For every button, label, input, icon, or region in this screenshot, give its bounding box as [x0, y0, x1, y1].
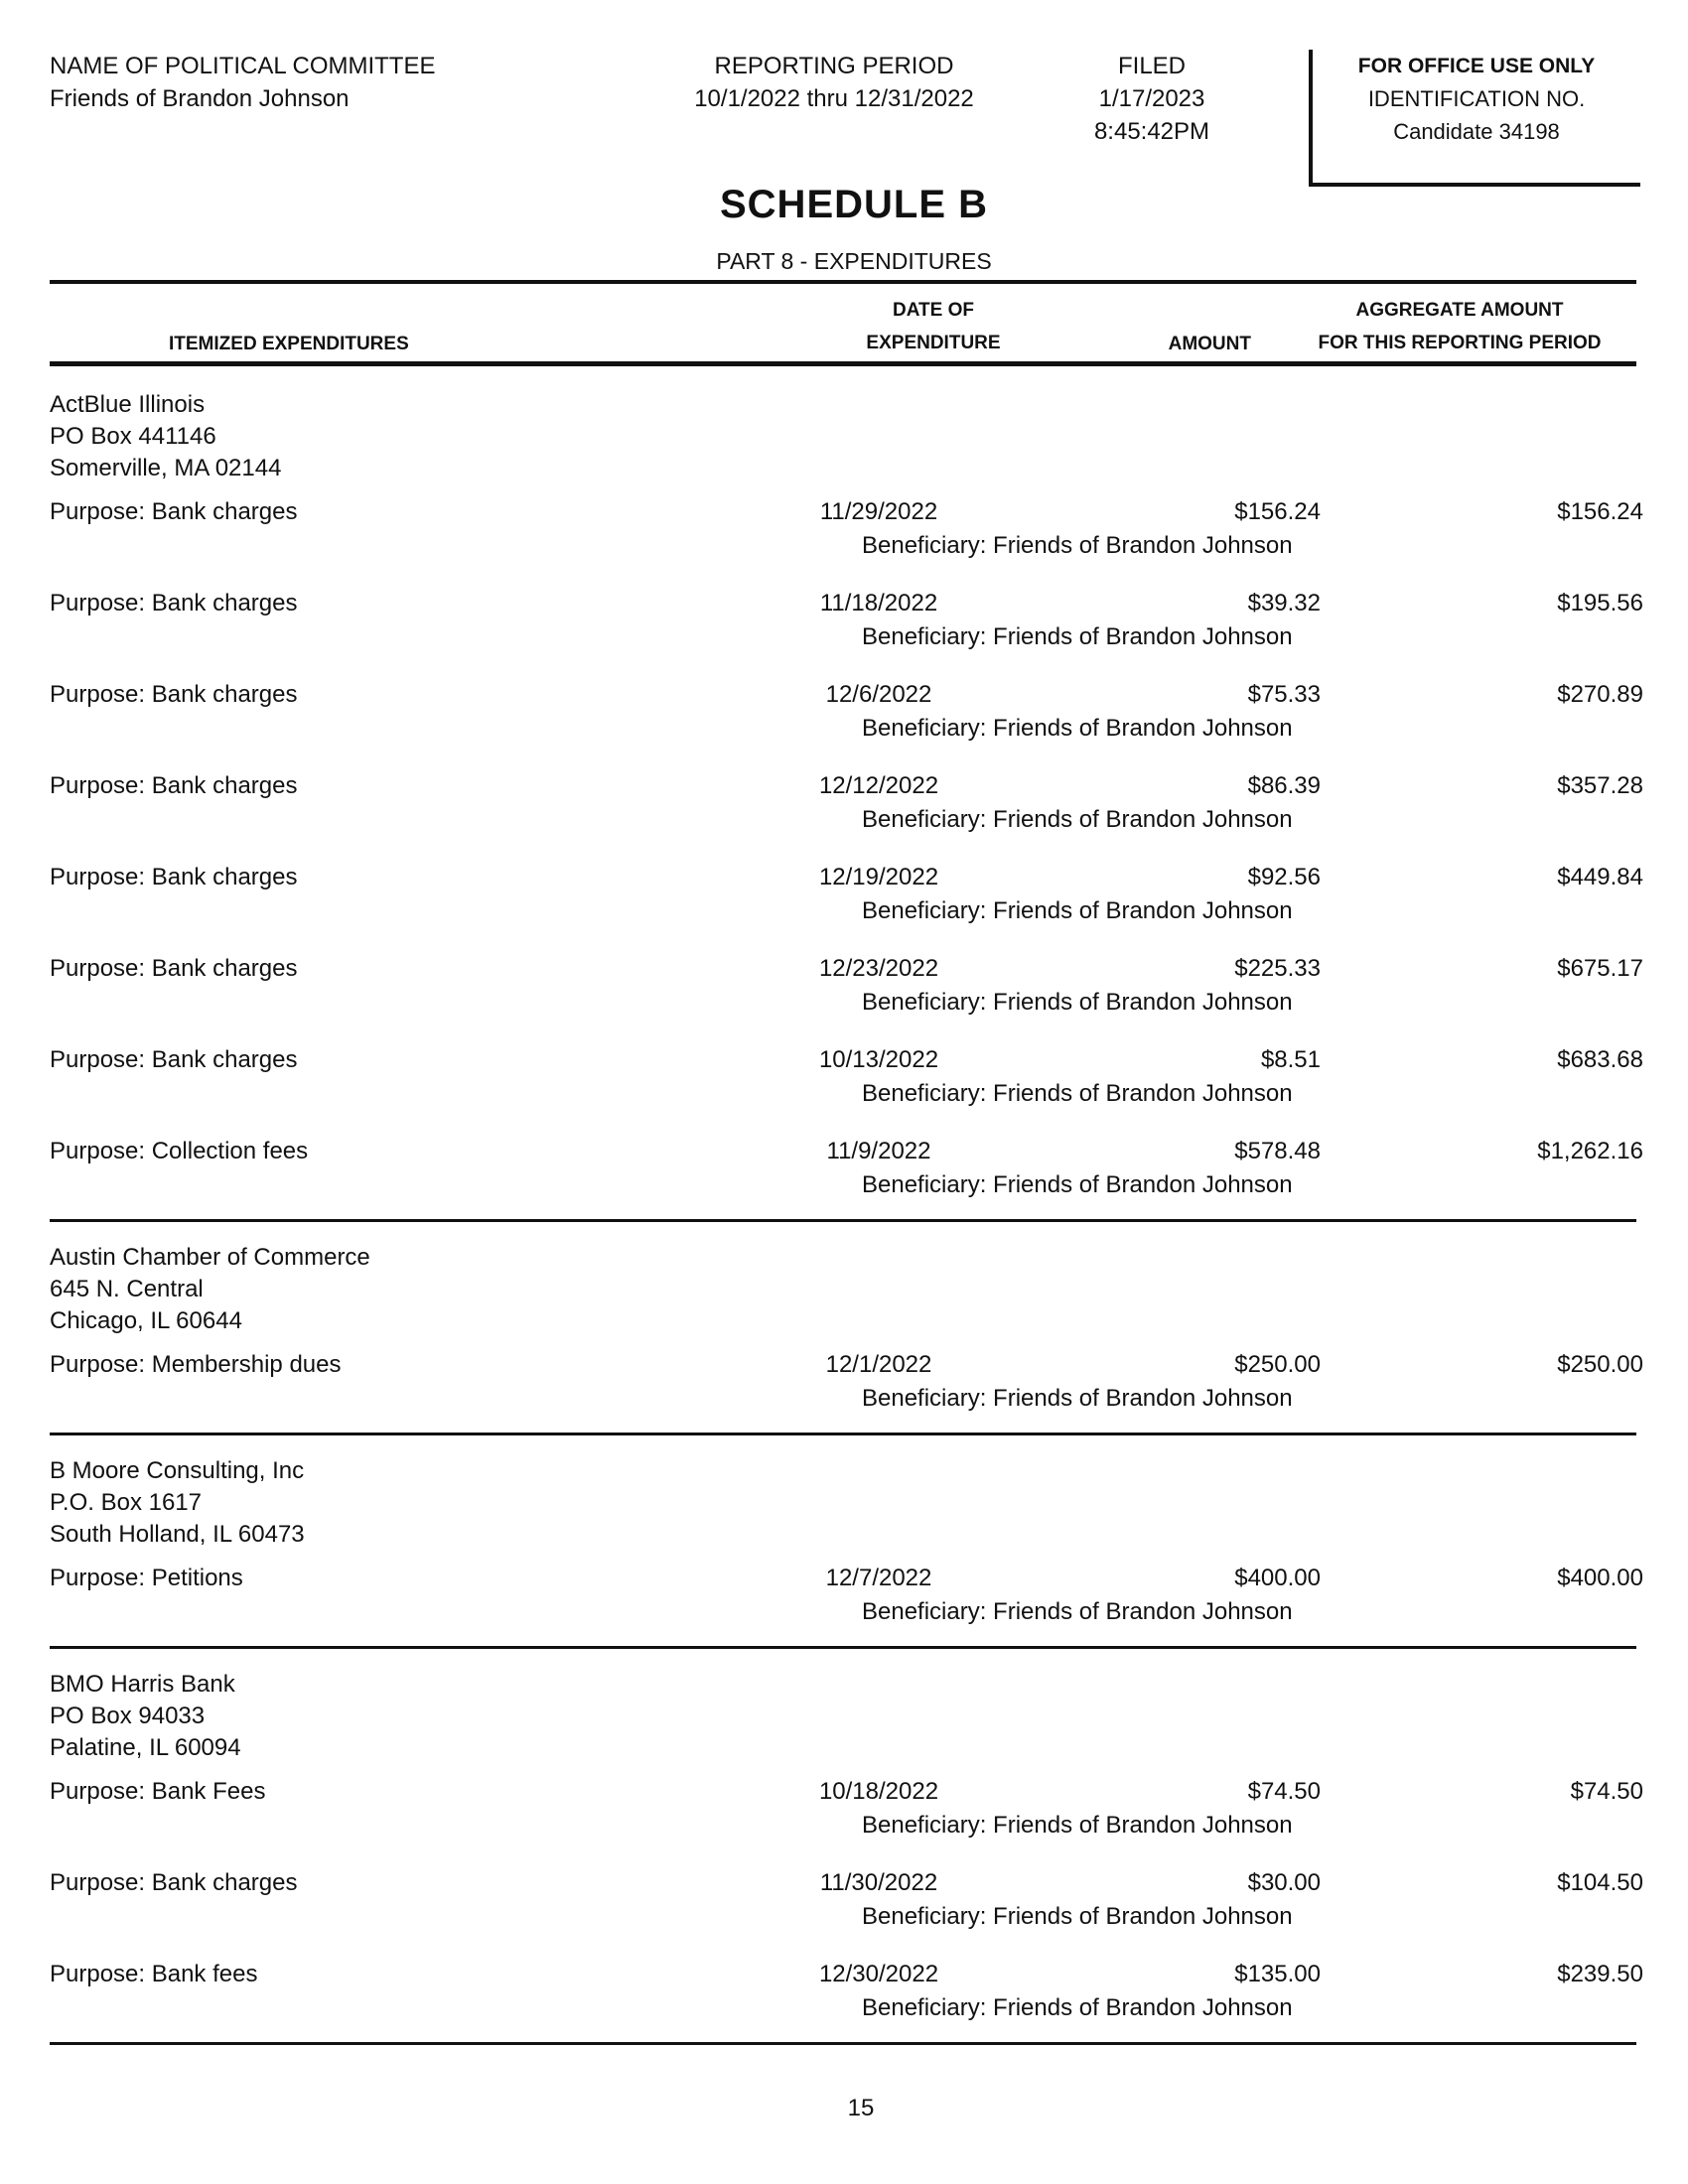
committee-label: NAME OF POLITICAL COMMITTEE [50, 53, 436, 79]
committee-header [50, 50, 435, 115]
expenditure-aggregate: $683.68 [1557, 1046, 1643, 1073]
expenditure-row [50, 1855, 1643, 1947]
reporting-period-header [635, 50, 1033, 115]
expenditure-amount: $135.00 [1234, 1961, 1321, 1987]
filed-label: FILED [1117, 53, 1186, 79]
expenditure-date: 12/1/2022 [825, 1351, 932, 1378]
expenditure-purpose: Purpose: Membership dues [50, 1351, 342, 1378]
column-header-itemized: ITEMIZED EXPENDITURES [169, 334, 409, 354]
column-header-date-line1: DATE OF [893, 300, 974, 321]
identification-value: Candidate 34198 [1393, 119, 1560, 144]
expenditure-date: 12/23/2022 [818, 955, 939, 982]
expenditure-date: 11/29/2022 [819, 498, 938, 525]
expenditure-beneficiary: Beneficiary: Friends of Brandon Johnson [862, 897, 1293, 924]
expenditure-aggregate: $400.00 [1557, 1565, 1643, 1591]
expenditure-beneficiary: Beneficiary: Friends of Brandon Johnson [862, 1598, 1293, 1625]
expenditure-purpose: Purpose: Bank charges [50, 681, 298, 708]
expenditure-aggregate: $449.84 [1557, 864, 1643, 890]
expenditure-beneficiary: Beneficiary: Friends of Brandon Johnson [862, 1385, 1293, 1412]
column-header-aggregate-line2: FOR THIS REPORTING PERIOD [1318, 333, 1602, 353]
reporting-period-value: 10/1/2022 thru 12/31/2022 [694, 85, 974, 112]
expenditure-row [50, 850, 1643, 941]
identification-label: IDENTIFICATION NO. [1367, 86, 1586, 111]
expenditure-purpose: Purpose: Bank charges [50, 864, 298, 890]
expenditure-beneficiary: Beneficiary: Friends of Brandon Johnson [862, 623, 1293, 650]
payee-name: ActBlue Illinois [50, 391, 206, 418]
expenditure-purpose: Purpose: Bank charges [50, 1046, 298, 1073]
expenditure-row [50, 1124, 1643, 1215]
column-header-aggregate [1291, 294, 1628, 359]
expenditure-purpose: Purpose: Collection fees [50, 1138, 309, 1164]
expenditure-row [50, 1764, 1643, 1855]
expenditure-date: 11/9/2022 [826, 1138, 931, 1164]
schedule-title: SCHEDULE B [719, 183, 989, 226]
committee-name: Friends of Brandon Johnson [50, 85, 350, 112]
reporting-period-label: REPORTING PERIOD [714, 53, 954, 79]
expenditure-row [50, 576, 1643, 667]
expenditure-purpose: Purpose: Bank fees [50, 1961, 258, 1987]
payee-info [50, 1455, 1636, 1551]
expenditure-amount: $92.56 [1247, 864, 1321, 890]
payee-address-line2: Somerville, MA 02144 [50, 455, 282, 481]
part-title: PART 8 - EXPENDITURES [716, 248, 992, 274]
payee-info [50, 1242, 1636, 1337]
expenditure-date: 12/30/2022 [818, 1961, 939, 1987]
expenditure-amount: $156.24 [1234, 498, 1321, 525]
page-number: 15 [847, 2095, 875, 2121]
expenditure-amount: $578.48 [1234, 1138, 1321, 1164]
expenditure-beneficiary: Beneficiary: Friends of Brandon Johnson [862, 1080, 1293, 1107]
expenditure-aggregate: $270.89 [1557, 681, 1643, 708]
expenditure-beneficiary: Beneficiary: Friends of Brandon Johnson [862, 1903, 1293, 1930]
expenditure-amount: $86.39 [1247, 772, 1321, 799]
expenditure-date: 12/7/2022 [825, 1565, 932, 1591]
payee-name: B Moore Consulting, Inc [50, 1457, 305, 1484]
payee-address-line2: Palatine, IL 60094 [50, 1734, 241, 1761]
expenditure-aggregate: $195.56 [1557, 590, 1643, 616]
expenditure-aggregate: $357.28 [1557, 772, 1643, 799]
expenditure-amount: $39.32 [1247, 590, 1321, 616]
expenditure-aggregate: $250.00 [1557, 1351, 1643, 1378]
expenditure-amount: $74.50 [1247, 1778, 1321, 1805]
expenditure-beneficiary: Beneficiary: Friends of Brandon Johnson [862, 715, 1293, 742]
payee-block [50, 1649, 1643, 2045]
expenditure-beneficiary: Beneficiary: Friends of Brandon Johnson [862, 989, 1293, 1016]
expenditure-amount: $250.00 [1234, 1351, 1321, 1378]
expenditure-row [50, 758, 1643, 850]
column-header-aggregate-line1: AGGREGATE AMOUNT [1355, 300, 1564, 321]
expenditure-purpose: Purpose: Bank charges [50, 1869, 298, 1896]
expenditure-beneficiary: Beneficiary: Friends of Brandon Johnson [862, 532, 1293, 559]
column-header-divider [50, 361, 1636, 366]
column-header-date-line2: EXPENDITURE [866, 333, 1001, 353]
expenditure-row [50, 1551, 1643, 1642]
expenditure-date: 12/12/2022 [818, 772, 939, 799]
expenditure-row [50, 941, 1643, 1032]
expenditure-aggregate: $1,262.16 [1537, 1138, 1643, 1164]
expenditure-date: 10/18/2022 [818, 1778, 939, 1805]
expenditure-beneficiary: Beneficiary: Friends of Brandon Johnson [862, 1171, 1293, 1198]
expenditure-aggregate: $156.24 [1557, 498, 1643, 525]
expenditure-beneficiary: Beneficiary: Friends of Brandon Johnson [862, 1994, 1293, 2021]
expenditure-list [50, 369, 1643, 2045]
expenditure-row [50, 1947, 1643, 2038]
payee-name: BMO Harris Bank [50, 1671, 235, 1698]
expenditure-row [50, 1032, 1643, 1124]
filed-date: 1/17/2023 [1098, 85, 1205, 112]
office-use-label: FOR OFFICE USE ONLY [1357, 55, 1596, 77]
payee-block [50, 1435, 1643, 1649]
expenditure-date: 12/6/2022 [825, 681, 932, 708]
payee-info [50, 1669, 1636, 1764]
expenditure-purpose: Purpose: Bank charges [50, 498, 298, 525]
expenditure-purpose: Purpose: Bank charges [50, 772, 298, 799]
payee-block [50, 369, 1643, 1222]
payee-address-line2: Chicago, IL 60644 [50, 1307, 242, 1334]
filed-header [1033, 50, 1271, 148]
expenditure-amount: $225.33 [1234, 955, 1321, 982]
column-header-amount: AMOUNT [1168, 334, 1251, 354]
expenditure-date: 10/13/2022 [818, 1046, 939, 1073]
expenditure-date: 11/30/2022 [819, 1869, 938, 1896]
payee-address-line1: 645 N. Central [50, 1276, 204, 1302]
expenditure-amount: $400.00 [1234, 1565, 1321, 1591]
expenditure-beneficiary: Beneficiary: Friends of Brandon Johnson [862, 1812, 1293, 1839]
payee-address-line1: P.O. Box 1617 [50, 1489, 202, 1516]
payee-address-line1: PO Box 441146 [50, 423, 216, 450]
expenditure-purpose: Purpose: Bank Fees [50, 1778, 266, 1805]
expenditure-aggregate: $675.17 [1557, 955, 1643, 982]
column-header-date [834, 294, 1033, 359]
expenditure-row [50, 484, 1643, 576]
expenditure-purpose: Purpose: Petitions [50, 1565, 243, 1591]
payee-address-line1: PO Box 94033 [50, 1703, 206, 1729]
expenditure-date: 12/19/2022 [818, 864, 939, 890]
header-divider [50, 280, 1636, 284]
payee-info [50, 389, 1636, 484]
expenditure-date: 11/18/2022 [819, 590, 938, 616]
expenditure-row [50, 1337, 1643, 1429]
expenditure-purpose: Purpose: Bank charges [50, 955, 298, 982]
expenditure-purpose: Purpose: Bank charges [50, 590, 298, 616]
payee-block [50, 1222, 1643, 1435]
filed-time: 8:45:42PM [1093, 118, 1210, 145]
expenditure-row [50, 667, 1643, 758]
payee-name: Austin Chamber of Commerce [50, 1244, 370, 1271]
office-use-box [1309, 50, 1640, 187]
payee-address-line2: South Holland, IL 60473 [50, 1521, 305, 1548]
expenditure-amount: $30.00 [1247, 1869, 1321, 1896]
expenditure-aggregate: $74.50 [1570, 1778, 1643, 1805]
expenditure-beneficiary: Beneficiary: Friends of Brandon Johnson [862, 806, 1293, 833]
expenditure-amount: $75.33 [1247, 681, 1321, 708]
expenditure-aggregate: $239.50 [1557, 1961, 1643, 1987]
expenditure-amount: $8.51 [1260, 1046, 1321, 1073]
expenditure-aggregate: $104.50 [1557, 1869, 1643, 1896]
